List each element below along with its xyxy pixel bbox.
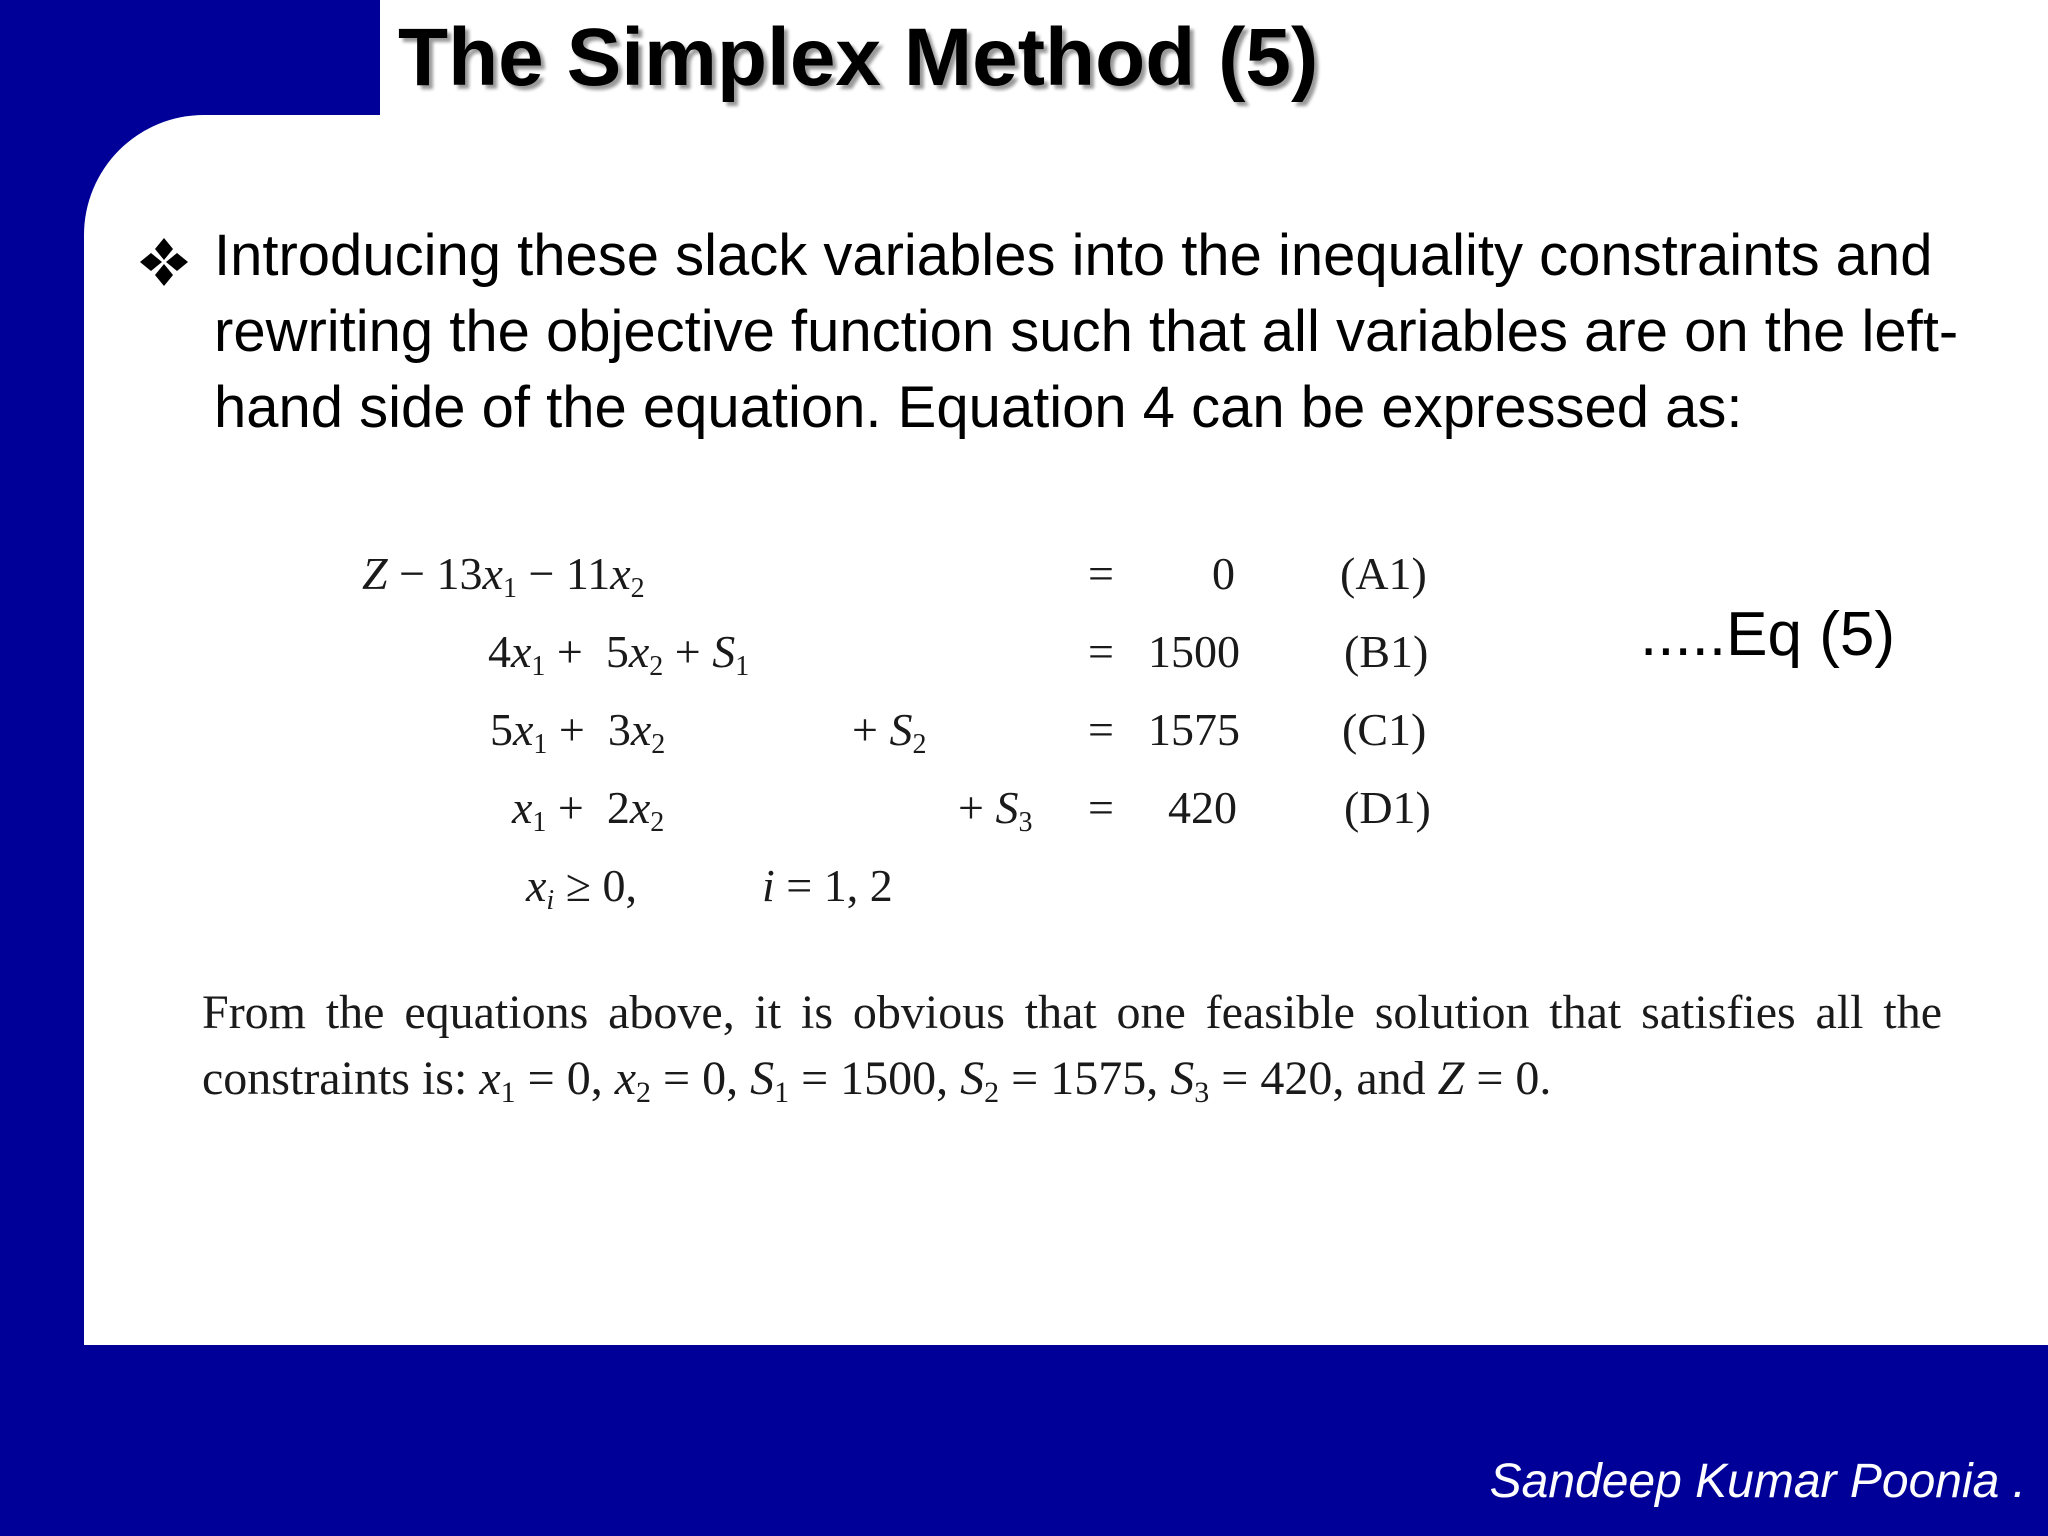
equation-label: .....Eq (5) (1640, 600, 1895, 669)
row-d1-lhs-x: $x_1 + 2x_2$ (512, 782, 665, 838)
row-b1-tag: (B1) (1344, 626, 1429, 677)
row-c1-tag: (C1) (1342, 704, 1427, 755)
bullet-text: Introducing these slack variables into the inequality constraints and rewriting the objective function such that all variables are on the left-hand side of the equation. Equation 4 can be expressed as: (214, 223, 1959, 440)
slide-title: The Simplex Method (5) (398, 12, 1319, 103)
author-footer: Sandeep Kumar Poonia . (1489, 1455, 2026, 1508)
nonnegativity-constraint: $x_i \ge 0$, (526, 860, 637, 916)
row-d1-tag: (D1) (1344, 782, 1431, 833)
row-d1-equals: = (1088, 782, 1114, 833)
row-d1-rhs: 420 (1168, 782, 1237, 833)
row-a1-tag: (A1) (1340, 548, 1427, 599)
row-c1-rhs: 1575 (1148, 704, 1240, 755)
row-b1-lhs: $4x_1 + 5x_2 + S_1$ (488, 626, 750, 682)
row-c1-lhs-slack: + $S_2$ (852, 704, 927, 760)
row-a1-rhs: 0 (1212, 548, 1235, 599)
row-a1-equals: = (1088, 548, 1114, 599)
row-c1-equals: = (1088, 704, 1114, 755)
feasible-solution-paragraph: From the equations above, it is obvious that one feasible solution that satisfies all the constraints is: $x_1 = 0$, $x_2 = 0$, $S_1 = 1500$, $S_2 = 1575$, $S_3 = 420$, and Z = 0. (202, 986, 1942, 1109)
top-left-block (0, 0, 380, 115)
row-d1-lhs-slack: + $S_3$ (958, 782, 1033, 838)
row-b1-rhs: 1500 (1148, 626, 1240, 677)
row-b1-equals: = (1088, 626, 1114, 677)
index-range: i = 1, 2 (762, 860, 893, 911)
four-diamond-bullet-icon (138, 236, 190, 288)
row-a1-lhs: $Z - 13x_1 - 11x_2$ (362, 548, 645, 604)
row-c1-lhs-x: $5x_1 + 3x_2$ (490, 704, 666, 760)
